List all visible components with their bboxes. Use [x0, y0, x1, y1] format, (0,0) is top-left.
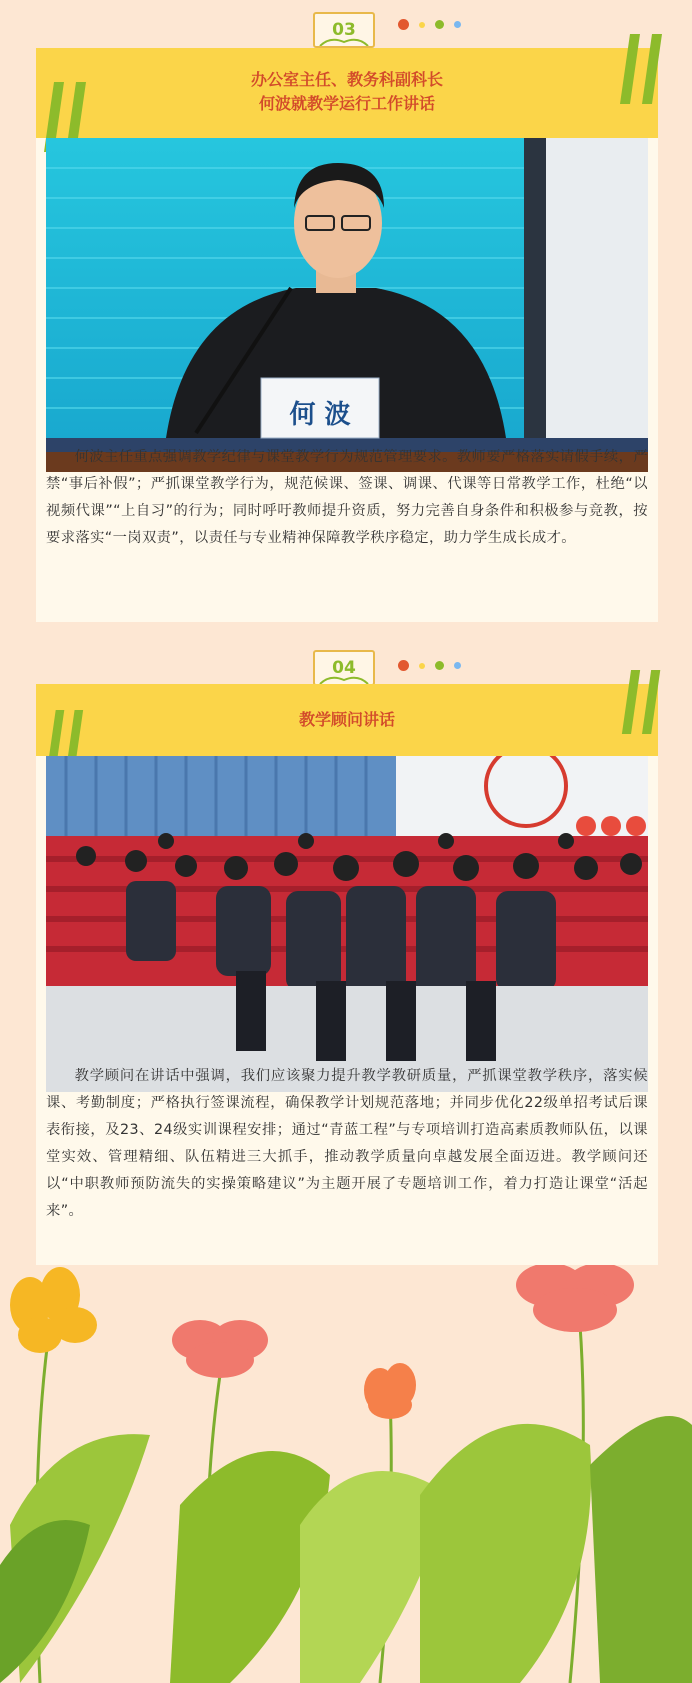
speaker-photo	[46, 138, 648, 472]
section-number-badge	[313, 650, 375, 686]
quote-mark-icon	[620, 670, 664, 734]
decor-dots	[398, 19, 461, 30]
floral-footer-illustration	[0, 1265, 692, 1683]
quote-mark-icon	[620, 34, 664, 104]
sprig-icon	[315, 674, 373, 684]
section-title: 教学顾问讲话	[298, 710, 395, 729]
section-banner	[36, 48, 658, 138]
audience-photo	[46, 756, 648, 1092]
section-paragraph: 何波主任重点强调教学纪律与课堂教学行为规范管理要求。教师要严格落实请假手续，严禁“事后补假”；严抓课堂教学行为，规范候课、签课、调课、代课等日常教学工作，杜绝“以视频代课”“上自习”的行为；同时呼吁教师提升资质，努力完善自身条件和积极参与竞教，按要求落实“一岗双责”，以责任与专业精神保障教学秩序稳定，助力学生成长成才。	[46, 449, 648, 546]
section-number-badge	[313, 12, 375, 48]
decor-dots	[398, 660, 461, 671]
section-number: 04	[332, 658, 356, 678]
section-banner	[36, 684, 658, 756]
section-title: 办公室主任、教务科副科长 何波就教学运行工作讲话	[250, 70, 443, 113]
section-paragraph: 教学顾问在讲话中强调，我们应该聚力提升教学教研质量，严抓课堂教学秩序，落实候课、考勤制度；严格执行签课流程，确保教学计划规范落地；并同步优化22级单招考试后课表衔接，及23、24级实训课程安排；通过“青蓝工程”与专项培训打造高素质教师队伍，以课堂实效、管理精细、队伍精进三大抓手，推动教学质量向卓越发展全面迈进。教学顾问还以“中职教师预防流失的实操策略建议”为主题开展了专题培训工作，着力打造让课堂“活起来”。	[46, 1068, 648, 1219]
sprig-icon	[315, 36, 373, 46]
nameplate-text: 何 波	[289, 400, 351, 430]
section-number: 03	[332, 20, 356, 40]
